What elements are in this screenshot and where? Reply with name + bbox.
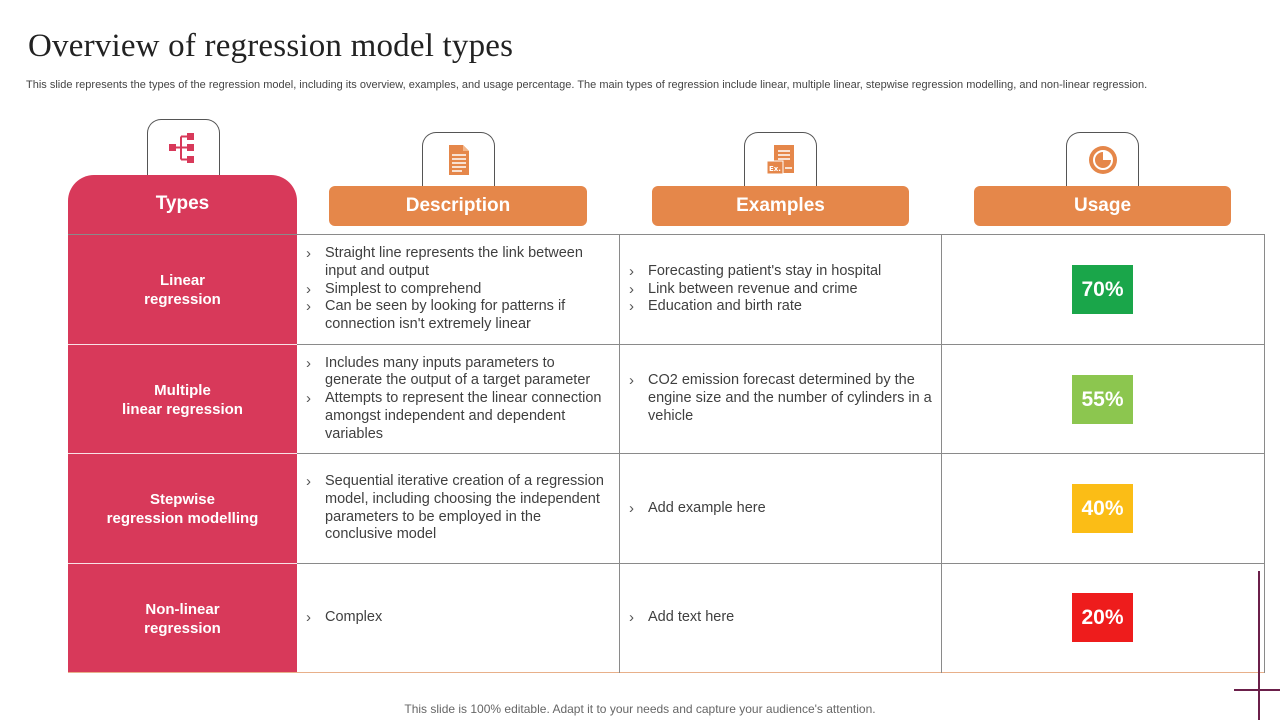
decorative-line	[1258, 571, 1260, 720]
description-list	[306, 473, 611, 544]
usage-header: Usage	[974, 186, 1231, 226]
type-cell-linear: Linear regression	[144, 271, 221, 308]
footer-note: This slide is 100% editable. Adapt it to your needs and capture your audience's attention.	[404, 702, 876, 716]
page-subtitle: This slide represents the types of the regression model, including its overview, examples, and usage percentage. The main types of regression include linear, multiple linear, stepwise regression modelling, and non-linear regression.	[26, 79, 1148, 91]
list-item: › Sequential iterative creation of a regression model, including choosing the independent parameters to be employed in the conclusive model	[306, 473, 611, 544]
list-item: › Straight line represents the link between input and output	[306, 245, 611, 280]
description-list	[306, 245, 611, 334]
list-item: › Forecasting patient's stay in hospital	[629, 263, 881, 281]
list-item: › Add text here	[629, 609, 734, 627]
description-icon-box	[422, 132, 495, 186]
list-item: › CO2 emission forecast determined by the engine size and the number of cylinders in a vehicle	[629, 372, 934, 425]
description-cell	[306, 345, 611, 453]
examples-list	[629, 609, 734, 627]
description-cell	[306, 235, 611, 344]
table-border-bottom	[68, 672, 1265, 673]
column-divider	[619, 234, 620, 673]
types-icon-box	[147, 119, 220, 175]
document-icon	[447, 144, 471, 176]
description-header: Description	[329, 186, 587, 226]
list-item: › Link between revenue and crime	[629, 281, 881, 299]
usage-icon-box	[1066, 132, 1139, 186]
examples-header: Examples	[652, 186, 909, 226]
list-item: › Can be seen by looking for patterns if connection isn't extremely linear	[306, 298, 611, 333]
usage-badge-stepwise: 40%	[1072, 484, 1133, 533]
description-cell	[306, 564, 611, 672]
page-title: Overview of regression model types	[28, 28, 514, 64]
type-cell-non-linear: Non-linear regression	[144, 600, 221, 637]
list-item: › Complex	[306, 609, 382, 627]
description-list	[306, 609, 382, 627]
list-item: › Add example here	[629, 500, 766, 518]
type-cell-multiple-linear: Multiple linear regression	[122, 381, 243, 418]
examples-cell	[629, 454, 934, 563]
examples-cell	[629, 235, 934, 344]
column-divider	[941, 234, 942, 673]
pie-chart-icon	[1087, 144, 1119, 176]
example-sheet-icon	[766, 144, 796, 176]
list-item: › Simplest to comprehend	[306, 281, 611, 299]
examples-list	[629, 500, 766, 518]
examples-cell	[629, 564, 934, 672]
usage-badge-linear: 70%	[1072, 265, 1133, 314]
types-column	[68, 235, 297, 673]
hierarchy-icon	[167, 128, 201, 168]
description-cell	[306, 454, 611, 563]
examples-list	[629, 263, 881, 316]
svg-text:Ex.: Ex.	[768, 164, 781, 173]
list-item: › Attempts to represent the linear connection amongst independent and dependent variables	[306, 390, 611, 443]
table-border-right	[1264, 234, 1265, 673]
type-cell-stepwise: Stepwise regression modelling	[106, 490, 259, 527]
usage-badge-non-linear: 20%	[1072, 593, 1133, 642]
types-header: Types	[68, 175, 297, 235]
examples-icon-box	[744, 132, 817, 186]
description-list	[306, 355, 611, 444]
usage-badge-multiple-linear: 55%	[1072, 375, 1133, 424]
list-item: › Education and birth rate	[629, 298, 881, 316]
list-item: › Includes many inputs parameters to generate the output of a target parameter	[306, 355, 611, 390]
examples-cell	[629, 345, 934, 453]
examples-list	[629, 372, 934, 425]
decorative-line	[1234, 689, 1280, 691]
